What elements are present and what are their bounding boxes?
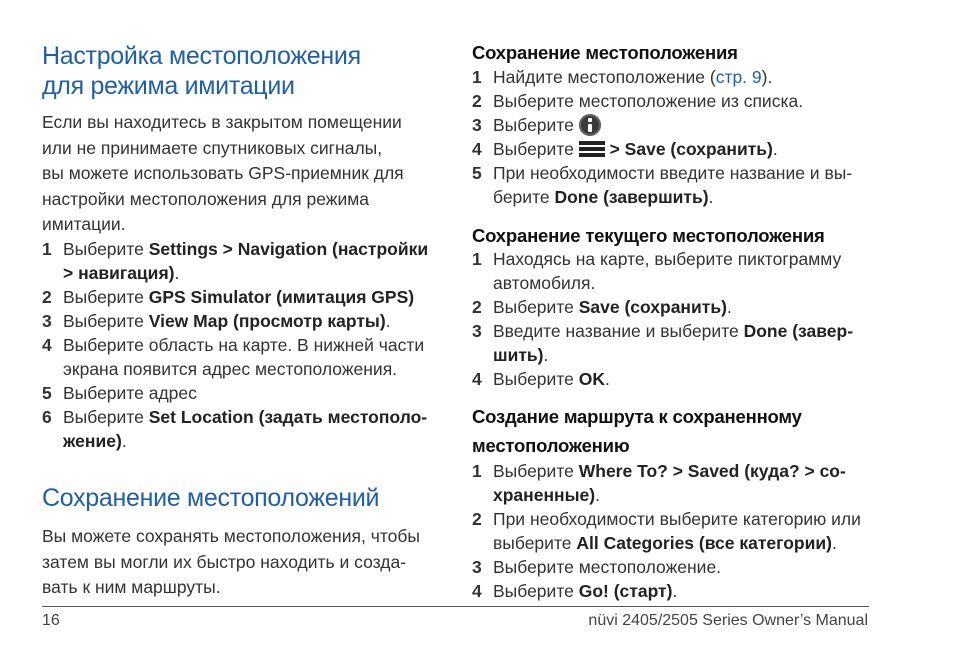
- step-text: При необходимости выберите категорию или: [493, 509, 861, 529]
- step-item: [472, 507, 872, 555]
- heading-line: местоположению: [472, 435, 630, 456]
- step-item: [472, 65, 872, 89]
- step-number: 5: [42, 383, 52, 403]
- step-text: Выберите: [63, 239, 149, 259]
- route-to-saved-steps: [472, 459, 872, 603]
- step-text: Выберите: [493, 461, 579, 481]
- step-text: экрана появится адрес местоположения.: [63, 359, 398, 379]
- step-item: [472, 247, 872, 295]
- step-text: .: [772, 139, 778, 159]
- step-text: Найдите местоположение (: [493, 67, 716, 87]
- step-number: 4: [472, 581, 482, 601]
- footer-divider: [42, 606, 869, 607]
- page-link[interactable]: стр. 9: [715, 67, 762, 87]
- intro-paragraph: [42, 110, 432, 238]
- intro-line: вать к ним маршруты.: [42, 577, 221, 597]
- step-text: .: [121, 431, 127, 451]
- step-item: [472, 89, 872, 113]
- step-bold: GPS Simulator (имитация GPS): [148, 287, 415, 307]
- step-number: 3: [472, 115, 482, 135]
- step-number: 4: [472, 369, 482, 389]
- info-icon: [579, 114, 601, 136]
- step-item: [472, 113, 872, 137]
- step-text: При необходимости введите название и вы-: [493, 163, 853, 183]
- step-number: 4: [42, 335, 52, 355]
- step-bold: > Save (сохранить): [604, 139, 773, 159]
- step-item: [42, 405, 442, 453]
- heading-route-to-saved: [472, 402, 872, 460]
- step-text: выберите: [493, 533, 577, 553]
- step-text: .: [543, 345, 549, 365]
- step-item: [472, 295, 872, 319]
- step-number: 3: [42, 311, 52, 331]
- step-item: [472, 367, 872, 391]
- step-number: 3: [472, 321, 482, 341]
- step-text: .: [726, 297, 732, 317]
- saving-intro-paragraph: [42, 524, 432, 601]
- step-bold: Where To? > Saved (куда? > со-: [578, 461, 846, 481]
- intro-line: имитации.: [42, 214, 126, 234]
- step-item: [472, 579, 872, 603]
- step-text: Выберите: [493, 297, 579, 317]
- step-text: Выберите: [493, 115, 579, 135]
- title-line-2: для режима имитации: [42, 72, 295, 100]
- step-text: .: [604, 369, 610, 389]
- heading-line: Создание маршрута к сохраненному: [472, 406, 802, 427]
- step-number: 2: [472, 509, 482, 529]
- step-bold: жение): [63, 431, 122, 451]
- step-text: ).: [761, 67, 773, 87]
- heading-save-current-location: Сохранение текущего местоположения: [472, 225, 825, 246]
- step-text: Выберите: [63, 287, 149, 307]
- step-text: Выберите: [493, 139, 579, 159]
- step-item: [42, 333, 442, 381]
- step-item: [42, 285, 442, 309]
- intro-line: настройки местоположения для режима: [42, 188, 370, 209]
- step-text: Выберите: [493, 369, 579, 389]
- step-number: 1: [472, 249, 482, 269]
- intro-line: или не принимаете спутниковых сигналы,: [42, 137, 383, 158]
- step-bold: шить): [493, 345, 544, 365]
- step-item: [42, 309, 442, 333]
- step-bold: Go! (старт): [578, 581, 673, 601]
- page-number: 16: [42, 612, 60, 629]
- step-bold: View Map (просмотр карты): [148, 311, 386, 331]
- save-location-steps: [472, 65, 872, 209]
- step-number: 2: [472, 297, 482, 317]
- step-text: .: [595, 485, 600, 505]
- menu-icon: [579, 140, 605, 158]
- section-title-simulation: [42, 41, 361, 101]
- step-item: [472, 161, 872, 209]
- step-text: Выберите область на карте. В нижней части: [63, 335, 425, 355]
- step-bold: All Categories (все категории): [576, 533, 832, 553]
- save-current-steps: [472, 247, 872, 391]
- step-item: [472, 555, 872, 579]
- step-text: Выберите местоположение из списка.: [493, 91, 804, 111]
- step-text: Выберите: [63, 407, 149, 427]
- step-text: .: [174, 263, 180, 283]
- step-text: Введите название и выберите: [493, 321, 744, 341]
- step-number: 1: [472, 461, 482, 481]
- step-number: 1: [42, 239, 52, 259]
- step-text: .: [831, 533, 837, 553]
- step-bold: Set Location (задать местополо-: [148, 407, 428, 427]
- step-text: .: [385, 311, 391, 331]
- simulation-steps-list: [42, 237, 442, 453]
- step-text: Выберите: [63, 311, 149, 331]
- step-text: .: [708, 187, 714, 207]
- step-number: 3: [472, 557, 482, 577]
- step-text: .: [672, 581, 678, 601]
- step-number: 4: [472, 139, 482, 159]
- step-text: берите: [493, 187, 555, 207]
- intro-line: затем вы могли их быстро находить и созда-: [42, 551, 407, 572]
- intro-line: вы можете использовать GPS-приемник для: [42, 163, 404, 183]
- step-item: [472, 137, 872, 161]
- heading-save-location: Сохранение местоположения: [472, 42, 738, 63]
- step-text: автомобиля.: [493, 273, 596, 293]
- intro-line: Вы можете сохранять местоположения, чтобы: [42, 526, 420, 546]
- step-item: [472, 459, 872, 507]
- step-text: Выберите адрес: [63, 383, 197, 403]
- step-bold: OK: [578, 369, 605, 389]
- step-number: 5: [472, 163, 482, 183]
- step-bold: Done (завершить): [554, 187, 709, 207]
- step-bold: Done (завер-: [743, 321, 854, 341]
- step-bold: храненные): [493, 485, 596, 505]
- step-item: [42, 381, 442, 405]
- title-line-1: Настройка местоположения: [42, 42, 361, 70]
- section-title-saving: Сохранение местоположений: [42, 484, 380, 512]
- step-item: [42, 237, 442, 285]
- step-number: 2: [42, 287, 52, 307]
- step-number: 6: [42, 407, 52, 427]
- step-text: Выберите местоположение.: [493, 557, 722, 577]
- step-number: 1: [472, 67, 482, 87]
- intro-line: Если вы находитесь в закрытом помещении: [42, 112, 402, 132]
- step-text: Находясь на карте, выберите пиктограмму: [493, 249, 842, 269]
- step-number: 2: [472, 91, 482, 111]
- step-bold: > навигация): [63, 263, 175, 283]
- step-bold: Save (сохранить): [578, 297, 727, 317]
- step-text: Выберите: [493, 581, 579, 601]
- step-item: [472, 319, 872, 367]
- manual-title: nüvi 2405/2505 Series Owner’s Manual: [588, 612, 868, 629]
- step-bold: Settings > Navigation (настройки: [148, 239, 429, 259]
